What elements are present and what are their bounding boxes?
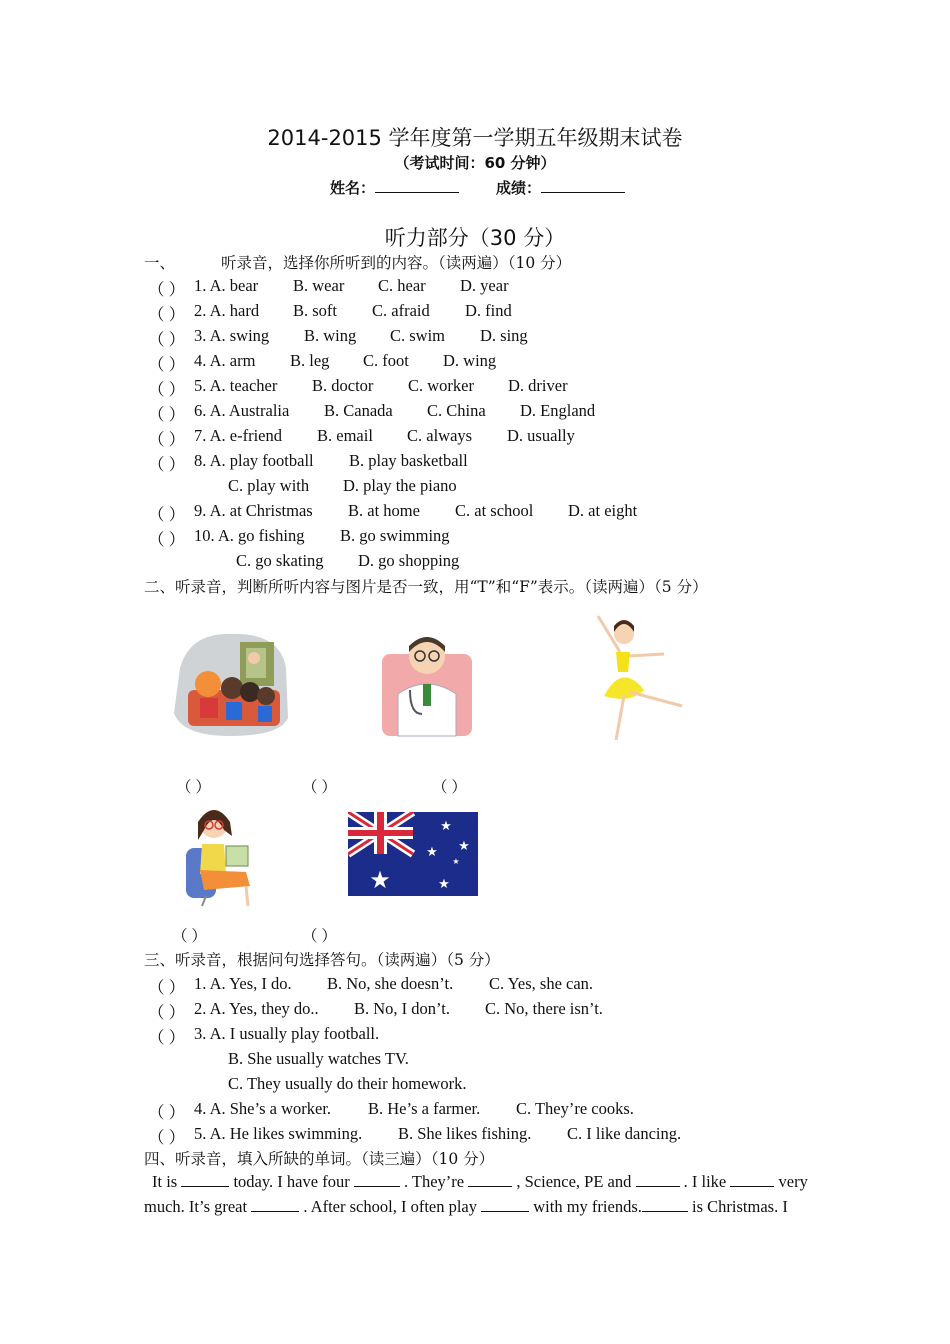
option-a: 4. A. She’s a worker. <box>194 1099 332 1118</box>
option-b: B. He’s a farmer. <box>368 1099 481 1118</box>
picture2-answer[interactable]: （ ） <box>302 779 337 796</box>
option-b: B. No, I don’t. <box>354 999 450 1018</box>
passage-text: very <box>778 1172 808 1191</box>
option-a: 10. A. go fishing <box>194 526 305 545</box>
option-c: C. No, there isn’t. <box>485 999 603 1018</box>
option-b: B. go swimming <box>340 526 450 545</box>
option-a: 1. A. Yes, I do. <box>194 974 292 993</box>
passage-text: today. I have four <box>233 1172 350 1191</box>
answer-bracket[interactable]: （ ） <box>148 355 186 374</box>
answer-bracket[interactable]: （ ） <box>148 1103 186 1122</box>
passage-blank[interactable] <box>251 1197 299 1212</box>
name-blank[interactable] <box>375 178 459 193</box>
option-b: B. She usually watches TV. <box>228 1049 409 1068</box>
option-d: D. find <box>465 301 512 320</box>
answer-bracket[interactable]: （ ） <box>148 1003 186 1022</box>
option-d: D. play the piano <box>343 476 457 495</box>
picture5-answer[interactable]: （ ） <box>302 928 337 945</box>
picture1-answer[interactable]: （ ） <box>176 779 211 796</box>
passage-text: with my friends. <box>533 1197 642 1216</box>
listening-section-title: 听力部分（30 分） <box>384 226 566 250</box>
option-d: D. year <box>460 276 509 295</box>
option-c: C. swim <box>390 326 446 345</box>
option-c: C. Yes, she can. <box>489 974 594 993</box>
part4-passage-line2 <box>144 1197 788 1217</box>
option-a: 5. A. He likes swimming. <box>194 1124 363 1143</box>
option-b: B. play basketball <box>349 451 468 470</box>
option-c: C. at school <box>455 501 534 520</box>
svg-text:★: ★ <box>452 857 460 866</box>
option-b: B. doctor <box>312 376 374 395</box>
answer-bracket[interactable]: （ ） <box>148 430 186 449</box>
option-b: B. wing <box>304 326 357 345</box>
option-b: B. email <box>317 426 373 445</box>
option-b: B. No, she doesn’t. <box>327 974 454 993</box>
part1-instructions: 听录音，选择你所听到的内容。（读两遍）（10 分） <box>221 254 572 272</box>
exam-duration: （考试时间：60 分钟） <box>394 154 556 172</box>
reading-girl-picture <box>184 800 260 908</box>
name-field <box>330 177 459 198</box>
option-c: C. always <box>407 426 473 445</box>
passage-blank[interactable] <box>354 1172 400 1187</box>
australia-flag-picture <box>348 812 478 896</box>
option-c: C. foot <box>363 351 409 370</box>
passage-blank[interactable] <box>181 1172 229 1187</box>
option-a: 9. A. at Christmas <box>194 501 313 520</box>
answer-bracket[interactable]: （ ） <box>148 330 186 349</box>
svg-text:★: ★ <box>438 877 450 892</box>
option-d: D. go shopping <box>358 551 460 570</box>
exam-title: 2014-2015 学年度第一学期五年级期末试卷 <box>267 126 683 150</box>
option-d: D. driver <box>508 376 568 395</box>
name-label: 姓名： <box>330 179 376 197</box>
answer-bracket[interactable]: （ ） <box>148 505 186 524</box>
passage-text: . I like <box>683 1172 727 1191</box>
answer-bracket[interactable]: （ ） <box>148 380 186 399</box>
option-c: C. afraid <box>372 301 430 320</box>
option-c: C. I like dancing. <box>567 1124 682 1143</box>
svg-text:★: ★ <box>458 839 470 854</box>
option-a: 2. A. hard <box>194 301 260 320</box>
doctor-picture <box>380 630 474 738</box>
passage-blank[interactable] <box>730 1172 774 1187</box>
option-a: 5. A. teacher <box>194 376 278 395</box>
option-c: C. play with <box>228 476 310 495</box>
option-a: 2. A. Yes, they do.. <box>194 999 319 1018</box>
svg-text:★: ★ <box>440 819 452 834</box>
answer-bracket[interactable]: （ ） <box>148 305 186 324</box>
passage-blank[interactable] <box>468 1172 512 1187</box>
option-b: B. leg <box>290 351 330 370</box>
passage-blank[interactable] <box>636 1172 680 1187</box>
answer-bracket[interactable]: （ ） <box>148 978 186 997</box>
answer-bracket[interactable]: （ ） <box>148 280 186 299</box>
option-d: D. at eight <box>568 501 638 520</box>
passage-blank[interactable] <box>642 1197 688 1212</box>
option-a: 1. A. bear <box>194 276 259 295</box>
part2-heading: 二、听录音，判断所听内容与图片是否一致，用“T”和“F”表示。（读两遍）（5 分） <box>144 578 708 596</box>
option-d: D. usually <box>507 426 575 445</box>
score-label: 成绩： <box>496 179 542 197</box>
part4-heading: 四、听录音，填入所缺的单词。（读三遍）（10 分） <box>144 1150 495 1168</box>
score-field <box>496 177 625 198</box>
option-c: C. worker <box>408 376 474 395</box>
answer-bracket[interactable]: （ ） <box>148 455 186 474</box>
picture3-answer[interactable]: （ ） <box>432 779 467 796</box>
answer-bracket[interactable]: （ ） <box>148 405 186 424</box>
option-d: D. wing <box>443 351 497 370</box>
score-blank[interactable] <box>541 178 625 193</box>
part4-passage-line1 <box>152 1172 808 1192</box>
option-d: D. sing <box>480 326 528 345</box>
option-a: 3. A. I usually play football. <box>194 1024 380 1043</box>
option-b: B. She likes fishing. <box>398 1124 532 1143</box>
option-b: B. at home <box>348 501 420 520</box>
answer-bracket[interactable]: （ ） <box>148 1028 186 1047</box>
option-a: 6. A. Australia <box>194 401 290 420</box>
option-a: 7. A. e-friend <box>194 426 282 445</box>
picture4-answer[interactable]: （ ） <box>172 928 207 945</box>
answer-bracket[interactable]: （ ） <box>148 1128 186 1147</box>
part3-heading: 三、听录音，根据问句选择答句。（读两遍）（5 分） <box>144 951 500 969</box>
passage-text: . They’re <box>403 1172 465 1191</box>
passage-blank[interactable] <box>481 1197 529 1212</box>
passage-text: . After school, I often play <box>303 1197 478 1216</box>
option-b: B. soft <box>293 301 338 320</box>
svg-text:★: ★ <box>369 866 391 894</box>
passage-text: much. It’s great <box>144 1197 248 1216</box>
option-c: C. go skating <box>236 551 324 570</box>
classroom-picture <box>170 628 290 740</box>
option-b: B. Canada <box>324 401 393 420</box>
option-a: 8. A. play football <box>194 451 314 470</box>
part1-heading <box>144 251 571 273</box>
dancing-girl-picture <box>590 612 690 744</box>
passage-text: It is <box>152 1172 178 1191</box>
svg-text:★: ★ <box>426 845 438 860</box>
option-a: 4. A. arm <box>194 351 256 370</box>
option-c: C. They’re cooks. <box>516 1099 634 1118</box>
option-c: C. hear <box>378 276 426 295</box>
part1-number: 一、 <box>144 254 176 272</box>
option-c: C. China <box>427 401 486 420</box>
option-d: D. England <box>520 401 596 420</box>
answer-bracket[interactable]: （ ） <box>148 530 186 549</box>
option-b: B. wear <box>293 276 345 295</box>
option-c: C. They usually do their homework. <box>228 1074 467 1093</box>
passage-text: , Science, PE and <box>516 1172 632 1191</box>
passage-text: is Christmas. I <box>692 1197 788 1216</box>
option-a: 3. A. swing <box>194 326 270 345</box>
